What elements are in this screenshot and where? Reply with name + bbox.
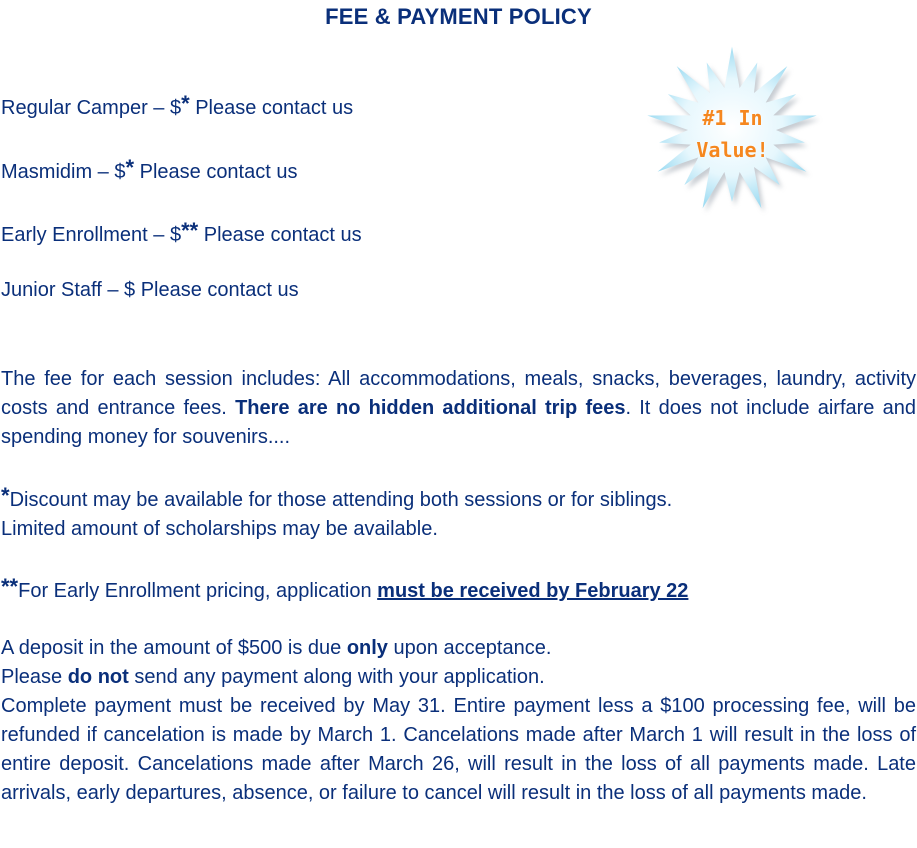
no-payment-text: Please [1,666,68,688]
includes-text: The fee for each session includes: All accommodations, meals, snacks, beverages, laundry, activity costs and entrance fees. [1,368,916,419]
fee-value: Please contact us [198,224,362,246]
fee-value: Please contact us [189,97,354,119]
asterisk-mark: * [125,155,135,180]
deposit-text-end: upon acceptance. [387,637,552,659]
fee-junior-staff [1,279,299,302]
deadline-text: must be received by February 22 [377,580,689,602]
asterisk-mark: * [1,483,10,508]
badge-text [640,102,825,166]
fee-early-enrollment [1,218,362,247]
fee-label: Masmidim – $ [1,161,126,183]
badge-line-2: Value! [696,138,769,162]
cancellation-policy-text: Complete payment must be received by May 31. Entire payment less a $100 processing fee, will be refunded if cancelation is made by March 1. Cancelations made after March 1 will result in the loss of entire deposit. Cancelations made after March 26, will result in the loss of all payments made. Late arrivals, early departures, absence, or failure to cancel will result in the loss of all payments made. [1,695,916,804]
no-payment-text-end: send any payment along with your application. [128,666,545,688]
early-enrollment-text: For Early Enrollment pricing, application [18,580,378,602]
fee-value: Please contact us [134,161,298,183]
early-enrollment-note [1,575,916,606]
no-payment-line [1,663,916,692]
page-title: FEE & PAYMENT POLICY [325,4,592,29]
deposit-only-text: only [346,637,388,659]
fee-label: Junior Staff – $ Please contact us [1,279,299,301]
fee-label: Early Enrollment – $ [1,224,182,246]
deposit-section [1,634,916,808]
deposit-line [1,634,916,663]
deposit-text: A deposit in the amount of $500 is due [1,637,347,659]
fee-regular-camper [1,91,354,120]
asterisk-mark: ** [1,574,19,599]
fee-label: Regular Camper – $ [1,97,182,119]
discount-text: Discount may be available for those attending both sessions or for siblings. [9,489,673,511]
badge-line-1: #1 In [702,106,763,130]
no-hidden-fees-text: There are no hidden additional trip fees [235,397,626,419]
asterisk-mark: * [181,91,190,116]
fee-masmidim [1,155,298,184]
discount-paragraph [1,484,916,544]
do-not-text: do not [67,666,129,688]
fee-includes-paragraph [1,365,916,452]
scholarship-text: Limited amount of scholarships may be available. [1,518,438,540]
value-starburst-badge [640,42,825,217]
discount-line-1 [1,484,916,515]
includes-text-end: . It does not include airfare and spending money for souvenirs.... [1,397,916,448]
asterisk-mark: ** [181,218,199,243]
